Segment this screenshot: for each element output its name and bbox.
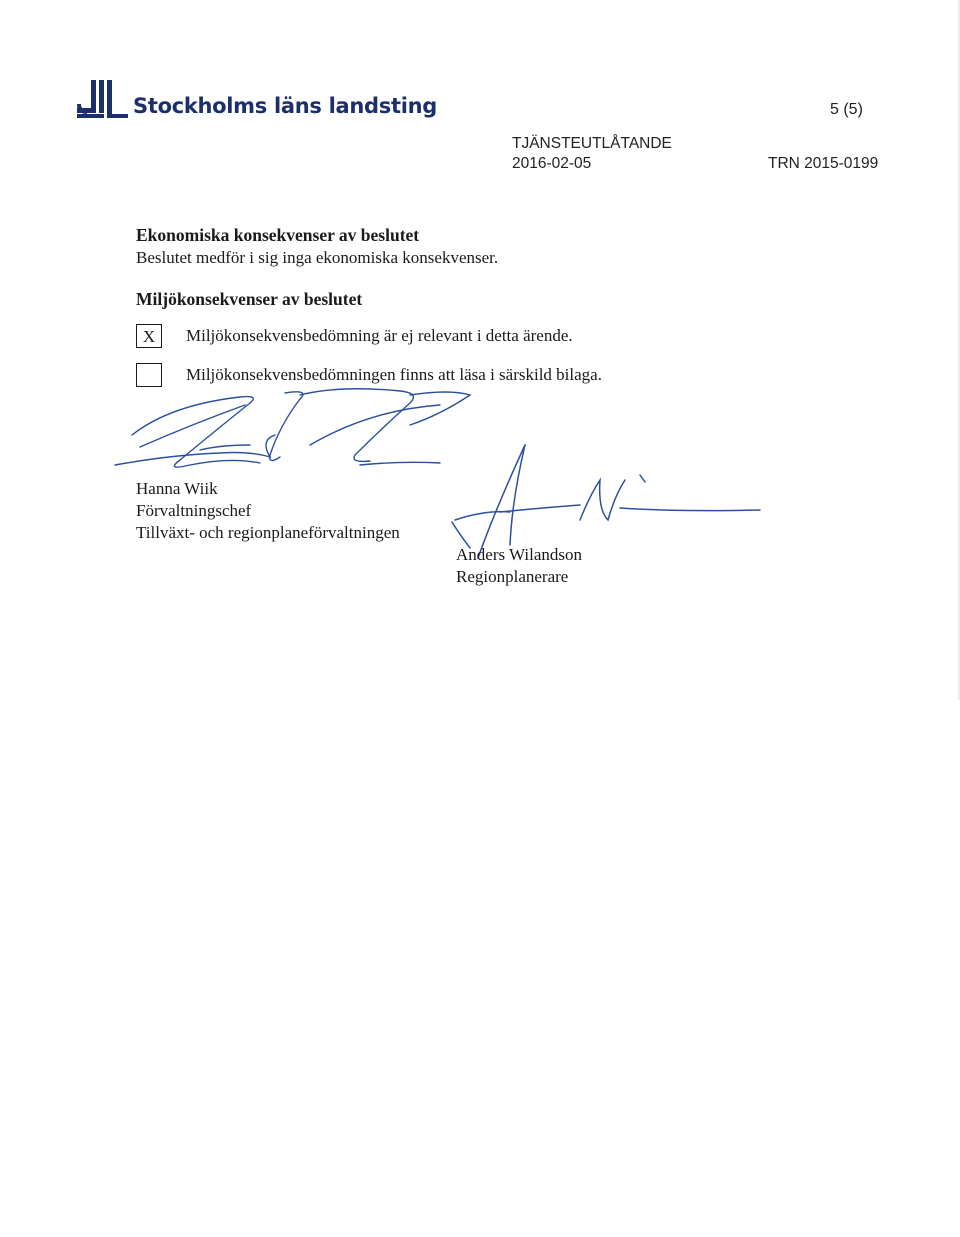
checkbox-unchecked	[136, 363, 162, 387]
economic-text: Beslutet medför i sig inga ekonomiska konsekvenser.	[136, 248, 499, 267]
signatory-2-title: Regionplanerare	[456, 567, 569, 586]
economic-heading: Ekonomiska konsekvenser av beslutet	[136, 225, 420, 245]
signatory-1-organization: Tillväxt- och regionplaneförvaltningen	[136, 523, 400, 542]
signature-hanna-wiik	[110, 385, 490, 485]
document-type: TJÄNSTEUTLÅTANDE	[512, 135, 672, 152]
organization-logo	[75, 78, 437, 122]
option-label: Miljökonsekvensbedömning är ej relevant i detta ärende.	[186, 326, 573, 345]
option-label: Miljökonsekvensbedömningen finns att läsa i särskild bilaga.	[186, 365, 602, 384]
signatory-2-name: Anders Wilandson	[456, 545, 583, 564]
checkbox-checked: X	[136, 324, 162, 348]
sll-logo-icon	[75, 78, 129, 122]
page-number: 5 (5)	[830, 101, 863, 118]
signatory-1-title: Förvaltningschef	[136, 501, 252, 520]
environmental-heading: Miljökonsekvenser av beslutet	[136, 289, 363, 309]
signatory-1-name: Hanna Wiik	[136, 479, 218, 498]
document-reference: TRN 2015-0199	[768, 155, 879, 172]
document-date: 2016-02-05	[512, 155, 592, 172]
organization-name: Stockholms läns landsting	[133, 94, 437, 118]
environmental-option-attachment	[136, 361, 602, 389]
environmental-option-not-relevant	[136, 322, 573, 350]
